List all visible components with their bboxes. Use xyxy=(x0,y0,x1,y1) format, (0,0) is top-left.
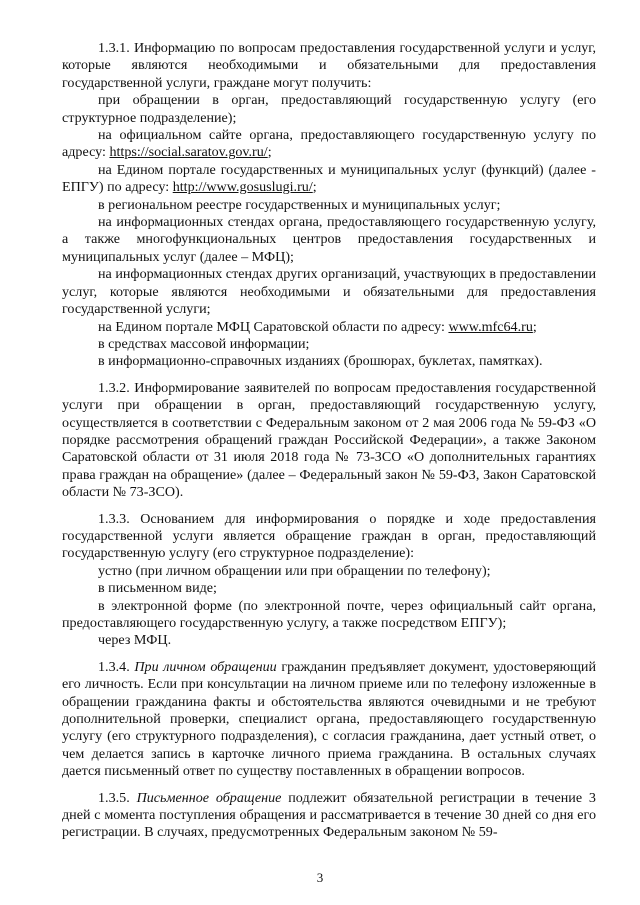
epgu-text: на Едином портале государственных и муниципальных услуг (функций) (далее - ЕПГУ) по адресу: xyxy=(62,161,596,196)
mfc-text: на Едином портале МФЦ Саратовской области по адресу: xyxy=(98,318,449,335)
site-text: на официальном сайте органа, предоставляющего государственную услугу по адресу: xyxy=(62,127,596,161)
list-item-epgu xyxy=(62,162,596,197)
p135-italic-term: Письменное обращение xyxy=(136,789,282,806)
p135-text: подлежит обязательной регистрации в течение 3 дней с момента поступления обращения и рассматривается в течение 30 дней со дня его регистрации. В случаях, предусмотренных Федеральным законом № 59- xyxy=(62,789,596,841)
site-link[interactable]: https://social.saratov.gov.ru/ xyxy=(109,144,268,161)
list-item-via-mfc: через МФЦ. xyxy=(98,632,172,649)
list-item-media: в средствах массовой информации; xyxy=(98,335,310,352)
document-body xyxy=(62,40,596,842)
list-item-registry: в региональном реестре государственных и муниципальных услуг; xyxy=(98,196,501,213)
epgu-link[interactable]: http://www.gosuslugi.ru/ xyxy=(172,179,313,196)
paragraph-1-3-4 xyxy=(62,659,596,781)
list-item-electronic: в электронной форме (по электронной почте, через официальный сайт органа, предоставляющего государственную услугу, а также посредством ЕПГУ); xyxy=(62,597,596,631)
list-item-oral: устно (при личном обращении или при обращении по телефону); xyxy=(98,562,491,579)
p134-number: 1.3.4. xyxy=(98,658,135,675)
list-item-organ: при обращении в орган, предоставляющий государственную услугу (его структурное подразделение); xyxy=(62,92,596,126)
list-item-mfc-portal xyxy=(62,319,596,336)
mfc-suffix: ; xyxy=(532,318,537,335)
list-item-other-stands: на информационных стендах других организаций, участвующих в предоставлении услуг, которые являются необходимыми и обязательными для предоставления государственной услуги; xyxy=(62,266,596,318)
p134-text: гражданин предъявляет документ, удостоверяющий его личность. Если при консультации на личном приеме или по телефону изложенные в обращении гражданина факты и обстоятельства являются очевидными и не требуют дополнительной проверки, специалист органа, предоставляющего государственную услугу (его структурного подразделения), с согласия гражданина, дает устный ответ, о чем делается запись в карточке личного приема гражданина. В остальных случаях дается письменный ответ по существу поставленных в обращении вопросов. xyxy=(62,658,597,780)
p134-italic-term: При личном обращении xyxy=(134,658,277,675)
mfc-link[interactable]: www.mfc64.ru xyxy=(448,318,533,335)
p135-number: 1.3.5. xyxy=(98,789,137,806)
epgu-suffix: ; xyxy=(312,179,317,196)
list-item-written: в письменном виде; xyxy=(98,580,217,597)
page-number: 3 xyxy=(316,870,324,885)
site-suffix: ; xyxy=(267,144,272,161)
paragraph-1-3-5 xyxy=(62,790,596,842)
list-item-stands: на информационных стендах органа, предоставляющего государственную услугу, а также многофункциональных центров предоставления государственных и муниципальных услуг (далее – МФЦ); xyxy=(62,214,596,265)
list-item-booklets: в информационно-справочных изданиях (брошюрах, буклетах, памятках). xyxy=(98,353,543,370)
paragraph-1-3-3: 1.3.3. Основанием для информирования о порядке и ходе предоставления государственной услуги является обращение граждан в орган, предоставляющий государственную услугу (его структурное подразделение): xyxy=(62,510,596,562)
list-item-official-site xyxy=(62,127,596,162)
paragraph-1-3-1: 1.3.1. Информацию по вопросам предоставления государственной услуги и услуг, которые являются необходимыми и обязательными для предоставления государственной услуги, граждане могут получить: xyxy=(62,40,596,91)
paragraph-1-3-2: 1.3.2. Информирование заявителей по вопросам предоставления государственной услуги при обращении в орган, предоставляющий государственную услугу, осуществляется в соответствии с Федеральным законом от 2 мая 2006 года № 59-ФЗ «О порядке рассмотрения обращений граждан Российской Федерации», а также Законом Саратовской области от 31 июля 2018 года № 73-ЗСО «О дополнительных гарантиях права граждан на обращение» (далее – Федеральный закон № 59-ФЗ, Закон Саратовской области № 73-ЗСО). xyxy=(62,379,596,501)
